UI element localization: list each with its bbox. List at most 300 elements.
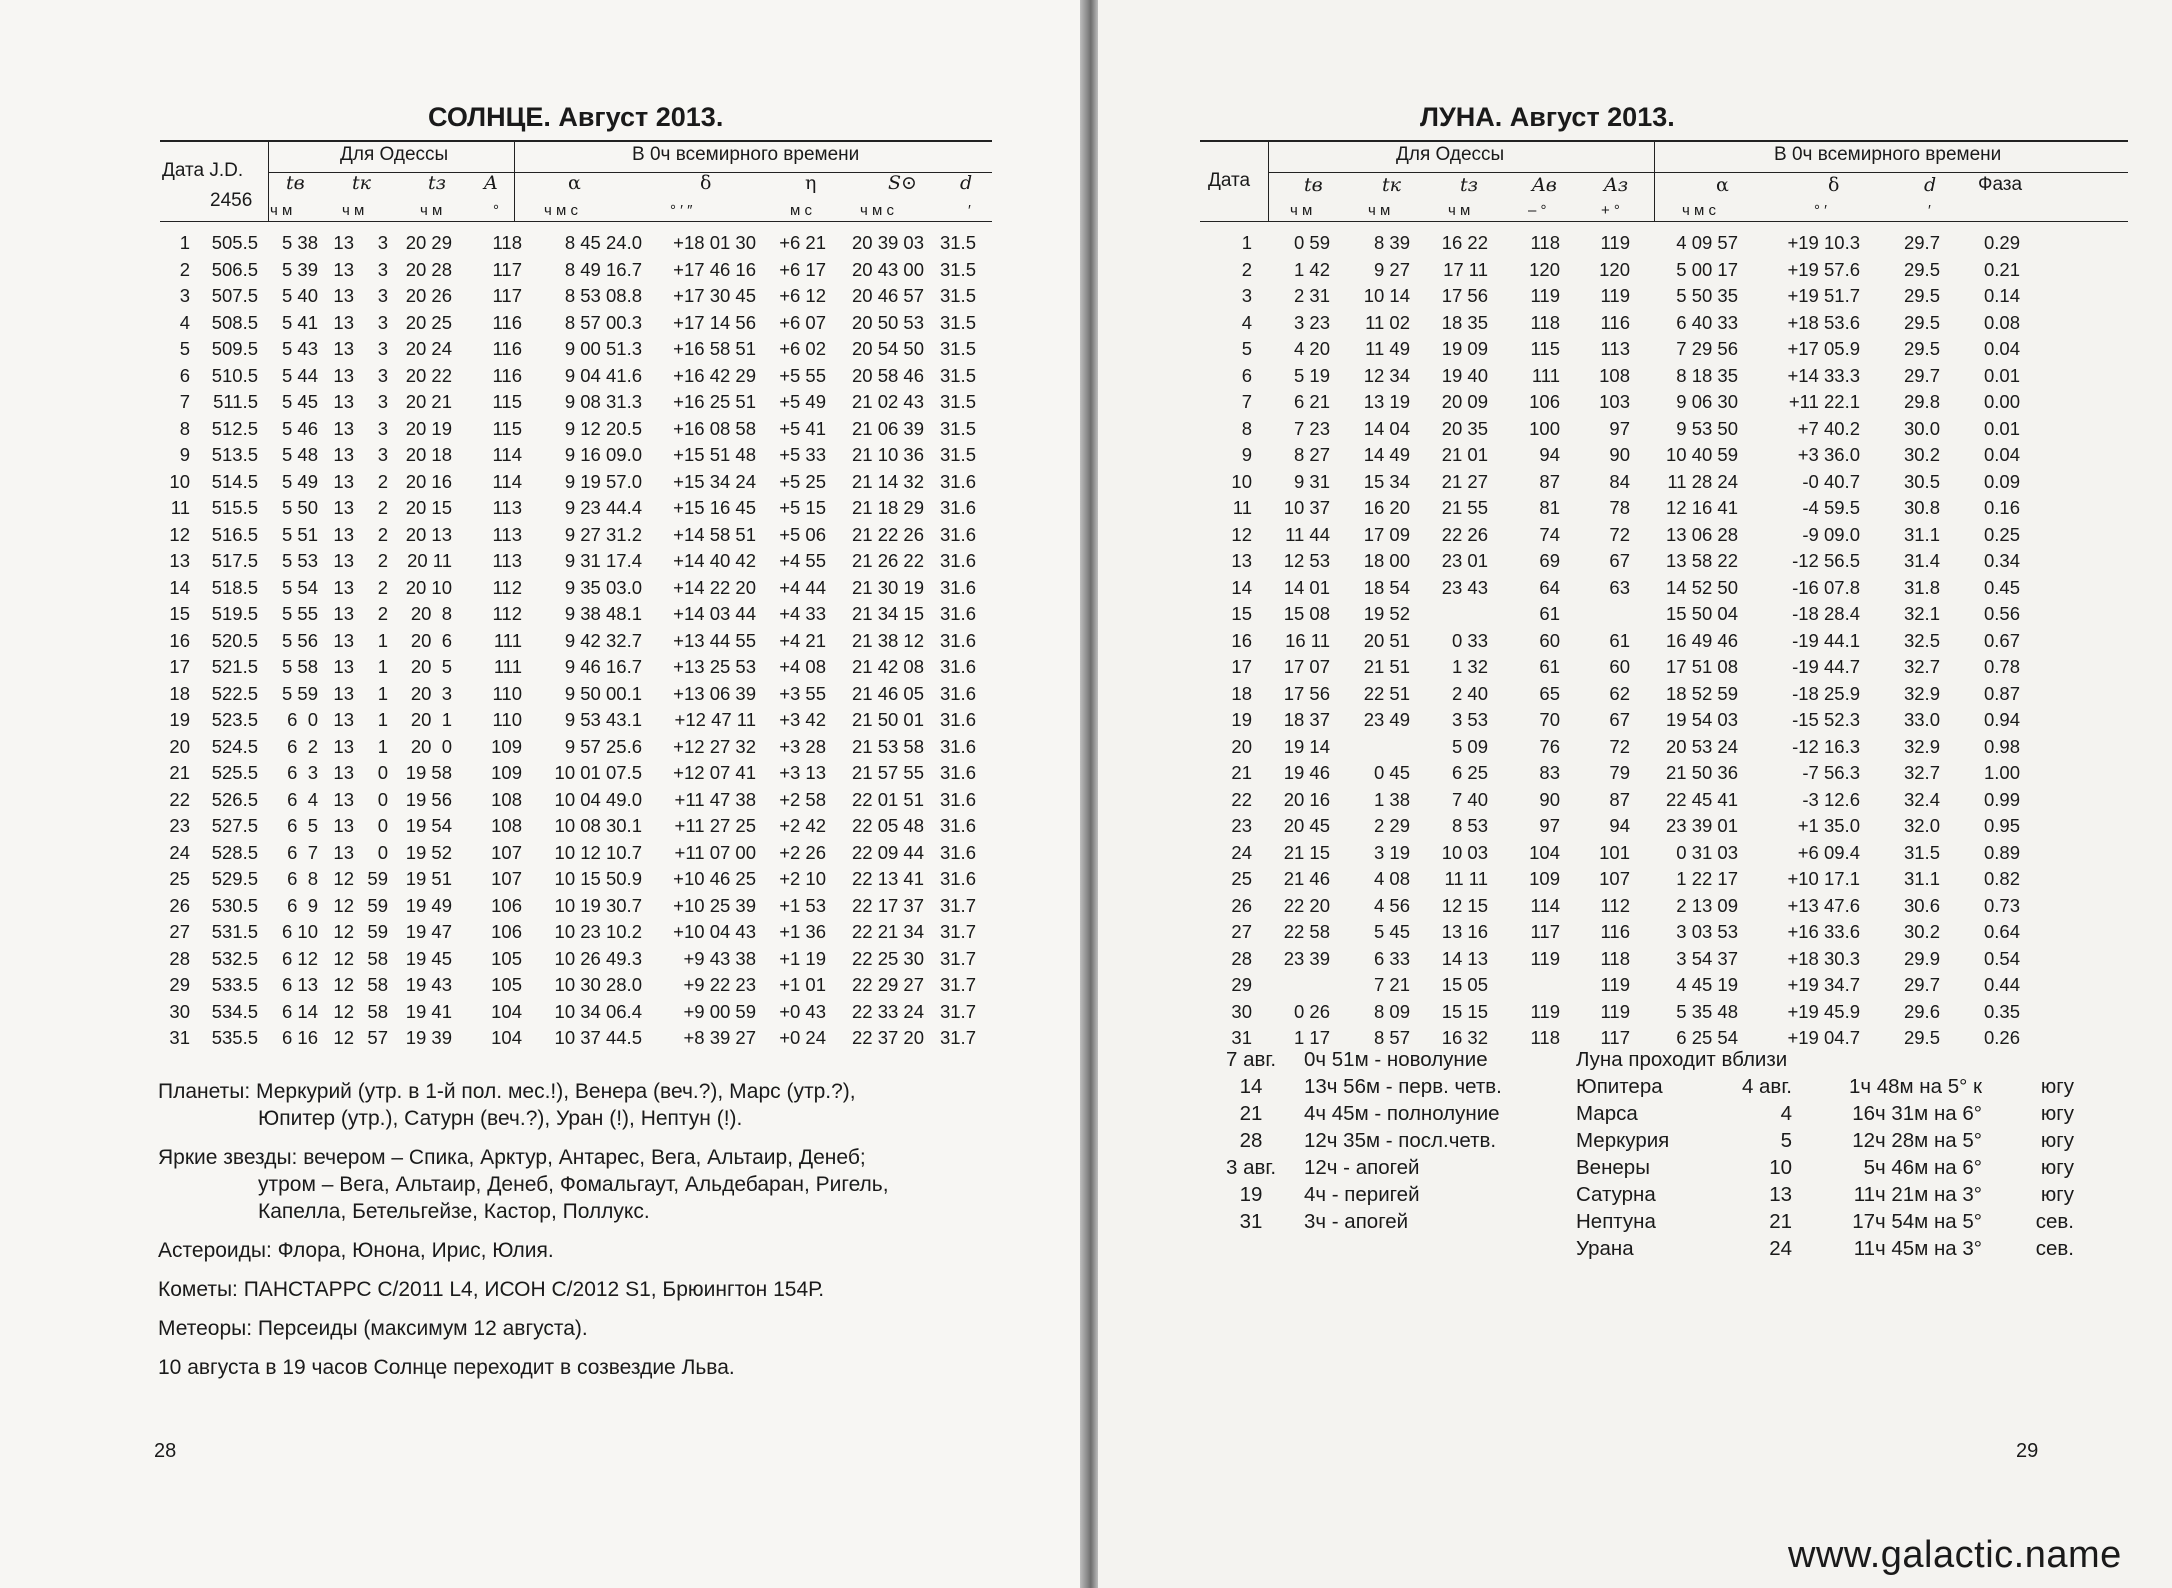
moon-row-cell: 112 — [1600, 894, 1630, 916]
sun-row-cell: +1 01 — [779, 974, 826, 995]
moon-row-cell: 19 40 — [1441, 364, 1488, 386]
unit-tk: ч м — [342, 202, 365, 219]
moon-event-cell: 3 авг. — [1225, 1156, 1277, 1179]
sun-row-cell: +10 25 39 — [673, 894, 756, 916]
sun-row-cell: 512.5 — [211, 417, 258, 439]
sun-row-cell: 10 19 30.7 — [554, 894, 642, 916]
site-watermark: www.galactic.name — [1788, 1534, 2122, 1576]
sun-row-cell: 20 0 — [410, 735, 452, 757]
sun-table — [164, 230, 976, 1052]
moon-row — [1202, 310, 2020, 337]
moon-row-cell: +19 04.7 — [1787, 1027, 1860, 1048]
moon-row-cell: +19 51.7 — [1787, 285, 1860, 306]
moon-row-cell: 7 — [1241, 391, 1252, 412]
moon-row-cell: 22 26 — [1441, 523, 1488, 545]
sun-row-cell: +1 36 — [779, 921, 826, 942]
moon-row-cell: 21 46 — [1283, 868, 1330, 889]
sun-row — [164, 469, 976, 496]
sun-row — [164, 813, 976, 840]
sun-row-cell: 110 — [492, 709, 522, 730]
col-tz: tз — [1460, 174, 1478, 196]
sun-row-cell: +11 07 00 — [674, 841, 756, 863]
sun-row-cell: 21 42 08 — [851, 656, 924, 677]
sun-row-cell: +9 00 59 — [683, 1000, 756, 1022]
unit-tv: ч м — [1290, 202, 1313, 219]
sun-row-cell: 8 53 08.8 — [564, 285, 642, 306]
sun-row-cell: 108 — [491, 815, 522, 836]
sun-row-cell: 19 49 — [405, 894, 452, 916]
sun-row — [164, 442, 976, 469]
sun-row-cell: 5 39 — [281, 258, 318, 280]
sun-row-cell: 9 53 43.1 — [564, 709, 642, 730]
moon-near-cell: Нептуна — [1576, 1210, 1656, 1233]
moon-near-cell: 11ч 21м на 3° — [1853, 1183, 1982, 1206]
moon-row — [1202, 230, 2020, 257]
moon-event-cell: 4ч 45м - полнолуние — [1304, 1102, 1500, 1125]
sun-row-cell: 6 7 — [287, 841, 318, 863]
moon-row-cell: 31.8 — [1903, 576, 1940, 598]
sun-row-cell: 31.6 — [939, 497, 976, 518]
sun-row-cell: +15 16 45 — [673, 497, 756, 518]
near-title: Луна проходит вблизи — [1576, 1048, 1788, 1071]
sun-row — [164, 416, 976, 443]
sun-row-cell: 21 30 19 — [851, 576, 924, 598]
header-date-jd: Дата J.D. — [162, 160, 244, 181]
comets-line: Кометы: ПАНСТАРРС С/2011 L4, ИСОН С/2012 S1, Брюингтон 154Р. — [158, 1278, 825, 1301]
meteors-line: Метеоры: Персеиды (максимум 12 августа). — [158, 1317, 588, 1340]
sun-row-cell: 2 — [377, 550, 388, 571]
moon-row-cell: 7 40 — [1451, 788, 1488, 810]
planets-line-1: Меркурий (утр. в 1-й пол. мес.!), Венера (веч.?), Марс (утр.?), — [256, 1080, 856, 1103]
moon-row — [1202, 469, 2020, 496]
moon-events-table — [1208, 1046, 1550, 1235]
moon-row-cell — [1252, 972, 1330, 999]
sun-row-cell: 31.7 — [939, 1027, 976, 1048]
sun-row-cell: 59 — [367, 921, 388, 942]
sun-row-cell: 15 — [169, 603, 190, 624]
moon-row-cell: 18 52 59 — [1665, 682, 1738, 704]
moon-row-cell: 119 — [1600, 232, 1630, 253]
sun-row-cell: 20 — [169, 735, 190, 757]
stars-line-3: Капелла, Бетельгейзе, Кастор, Поллукс. — [258, 1200, 650, 1223]
sun-row-cell: 22 17 37 — [851, 894, 924, 916]
sun-row-cell: 9 42 32.7 — [564, 629, 642, 651]
moon-row-cell: 32.1 — [1903, 603, 1940, 624]
sun-row-cell: 518.5 — [211, 576, 258, 598]
sun-row-cell: 2 — [377, 576, 388, 598]
moon-row-cell: -19 44.7 — [1792, 656, 1860, 677]
sun-row-cell: 3 — [377, 232, 388, 253]
moon-row-cell: 23 43 — [1441, 576, 1488, 598]
unit-d: ′ — [968, 202, 971, 219]
sun-row-cell: 22 01 51 — [851, 788, 924, 810]
sun-row-cell: 31.5 — [939, 391, 976, 412]
unit-az: + ° — [1601, 202, 1620, 219]
sun-row-cell: 112 — [492, 603, 522, 624]
sun-row-cell: 511.5 — [213, 391, 258, 412]
sun-row-cell: 21 14 32 — [851, 470, 924, 492]
sun-row — [164, 575, 976, 602]
moon-row-cell: 83 — [1539, 762, 1560, 783]
page-number-right: 29 — [2016, 1440, 2039, 1462]
sun-row-cell: +14 22 20 — [673, 576, 756, 598]
sun-row-cell: 2 — [377, 497, 388, 518]
sun-row-cell: 22 37 20 — [851, 1027, 924, 1048]
moon-row — [1202, 866, 2020, 893]
moon-event-cell: 4ч - перигей — [1304, 1183, 1420, 1206]
sun-row-cell: 13 — [333, 258, 354, 280]
moon-row-cell: 119 — [1530, 947, 1560, 969]
moon-row-cell: 0 31 03 — [1676, 841, 1738, 863]
moon-row-cell: 0.78 — [1983, 656, 2020, 677]
moon-row-cell: 15 34 — [1363, 470, 1410, 492]
moon-row-cell: 0.73 — [1983, 894, 2020, 916]
sun-row-cell: 16 — [169, 629, 190, 651]
moon-row-cell: 72 — [1609, 735, 1630, 757]
sun-row-cell: 20 54 50 — [851, 338, 924, 359]
moon-row-cell: 0.25 — [1983, 523, 2020, 545]
sun-row-cell: 5 38 — [281, 232, 318, 253]
moon-row-cell: 16 — [1231, 629, 1252, 651]
moon-row-cell: 10 14 — [1363, 285, 1410, 306]
moon-row-cell: 116 — [1600, 311, 1630, 333]
sun-row-cell: 20 13 — [405, 523, 452, 545]
sun-row-cell: 116 — [492, 338, 522, 359]
moon-row-cell: 17 07 — [1283, 656, 1330, 677]
moon-row-cell: 11 — [1232, 497, 1252, 518]
moon-row-cell: 61 — [1609, 629, 1630, 651]
sun-row-cell: 6 0 — [287, 709, 318, 730]
sun-row-cell: 19 54 — [405, 815, 452, 836]
moon-event-cell: 21 — [1239, 1102, 1263, 1125]
sun-row-cell: 13 — [333, 841, 354, 863]
sun-row-cell: 12 — [333, 921, 354, 942]
moon-row — [1202, 575, 2020, 602]
sun-row-cell: 9 04 41.6 — [564, 364, 642, 386]
col-av: Aв — [1532, 174, 1557, 196]
sun-row-cell: +13 44 55 — [673, 629, 756, 651]
col-azimuth: A — [484, 172, 498, 194]
sun-row-cell: +17 14 56 — [673, 311, 756, 333]
moon-row-cell: 21 15 — [1283, 841, 1330, 863]
moon-row-cell: 21 27 — [1441, 470, 1488, 492]
moon-row-cell: 29 — [1231, 974, 1252, 995]
sun-row-cell: 31.5 — [939, 364, 976, 386]
sun-row-cell: +1 53 — [779, 894, 826, 916]
moon-near-cell: Венеры — [1576, 1156, 1650, 1179]
unit-tz: ч м — [420, 202, 443, 219]
moon-row-cell: 10 40 59 — [1665, 444, 1738, 465]
moon-row-cell: 0.45 — [1983, 576, 2020, 598]
sun-row-cell: 533.5 — [211, 974, 258, 995]
moon-row-cell: 20 45 — [1283, 815, 1330, 836]
sun-row-cell: 9 12 20.5 — [564, 417, 642, 439]
moon-row-cell: 11 11 — [1444, 868, 1488, 889]
moon-near-cell: 13 — [1769, 1183, 1792, 1206]
sun-row-cell: 5 55 — [281, 603, 318, 624]
moon-row-cell: 29.6 — [1903, 1000, 1940, 1022]
moon-row-cell: 109 — [1529, 868, 1560, 889]
sun-row-cell: 510.5 — [211, 364, 258, 386]
moon-row-cell: 30.0 — [1903, 417, 1940, 439]
moon-row-cell: 28 — [1231, 947, 1252, 969]
moon-row-cell: 16 11 — [1285, 629, 1330, 651]
sun-row-cell: 31.5 — [939, 444, 976, 465]
moon-row-cell: 21 — [1231, 762, 1252, 783]
sun-row-cell: 8 49 16.7 — [564, 258, 642, 280]
moon-near — [1576, 1073, 2074, 1100]
sun-row-cell: +10 04 43 — [673, 921, 756, 942]
moon-near-cell: югу — [2040, 1102, 2074, 1125]
moon-row-cell: 63 — [1609, 576, 1630, 598]
moon-row-cell: 29.8 — [1903, 391, 1940, 412]
sun-row-cell: 31.6 — [939, 841, 976, 863]
sun-row-cell: +2 58 — [779, 788, 826, 810]
moon-row-cell: -9 09.0 — [1802, 523, 1860, 545]
sun-row-cell: 520.5 — [211, 629, 258, 651]
moon-row-cell: 22 45 41 — [1665, 788, 1738, 810]
moon-row — [1202, 416, 2020, 443]
moon-row — [1202, 363, 2020, 390]
moon-row-cell: 0 33 — [1451, 629, 1488, 651]
moon-row-cell: 22 — [1231, 788, 1252, 810]
sun-row-cell: 21 53 58 — [851, 735, 924, 757]
moon-row-cell: 12 53 — [1283, 550, 1330, 571]
sun-row-cell: 13 — [333, 285, 354, 306]
moon-row-cell: +16 33.6 — [1787, 921, 1860, 942]
moon-row-cell: 8 39 — [1373, 232, 1410, 253]
sun-row-cell: 22 13 41 — [851, 868, 924, 889]
sun-row-cell: +5 33 — [779, 444, 826, 465]
moon-near — [1576, 1127, 2074, 1154]
sun-row-cell: 31.5 — [939, 311, 976, 333]
sun-row-cell: 17 — [169, 656, 190, 677]
sun-row-cell: +11 27 25 — [674, 815, 756, 836]
sun-row-cell: 31.7 — [939, 921, 976, 942]
unit-eta: м с — [790, 202, 812, 219]
sun-row-cell: +16 42 29 — [673, 364, 756, 386]
moon-row-cell: 9 27 — [1373, 258, 1410, 280]
sun-row-cell: 12 — [169, 523, 190, 545]
moon-event — [1208, 1208, 1550, 1235]
col-tv: tв — [286, 172, 305, 194]
moon-row-cell: 2 40 — [1451, 682, 1488, 704]
sun-row-cell: 6 3 — [287, 762, 318, 783]
sun-row — [164, 919, 976, 946]
sun-row-cell: 117 — [492, 285, 522, 306]
sun-row-cell: 19 51 — [405, 868, 452, 889]
sun-row-cell: +4 21 — [779, 629, 826, 651]
moon-row-cell: 5 45 — [1373, 921, 1410, 942]
sun-row-cell: 2 — [179, 258, 190, 280]
moon-event-cell: 19 — [1239, 1183, 1263, 1206]
sun-row-cell: 20 15 — [405, 497, 452, 518]
sun-row-cell: +3 13 — [779, 762, 826, 783]
moon-near — [1576, 1181, 2074, 1208]
sun-row-cell: +18 01 30 — [673, 232, 756, 253]
sun-row-cell: 7 — [179, 391, 190, 412]
sun-row — [164, 628, 976, 655]
moon-row — [1202, 813, 2020, 840]
sun-row-cell: 21 06 39 — [851, 417, 924, 439]
moon-row-cell: 17 56 — [1441, 285, 1488, 306]
sun-row-cell: 5 45 — [281, 391, 318, 412]
sun-row-cell: 517.5 — [211, 550, 258, 571]
sun-row-cell: 3 — [377, 285, 388, 306]
sun-row-cell: 106 — [491, 894, 522, 916]
sun-row-cell: 12 — [333, 868, 354, 889]
sun-row-cell: 0 — [377, 815, 388, 836]
sun-row-cell: 113 — [492, 550, 522, 571]
sun-row-cell: 519.5 — [211, 603, 258, 624]
sun-row-cell: 14 — [169, 576, 190, 598]
sun-row-cell: 25 — [169, 868, 190, 889]
sun-row-cell: +3 55 — [779, 682, 826, 704]
moon-row-cell: 17 56 — [1283, 682, 1330, 704]
sun-row-cell: 111 — [493, 656, 522, 677]
moon-row-cell: 18 — [1231, 682, 1252, 704]
moon-row-cell: 32.9 — [1903, 682, 1940, 704]
sun-row-cell: +12 07 41 — [673, 762, 756, 783]
sun-row — [164, 654, 976, 681]
asteroids-line: Астероиды: Флора, Юнона, Ирис, Юлия. — [158, 1239, 554, 1262]
moon-row-cell: 16 20 — [1363, 497, 1410, 518]
sun-row-cell: 10 34 06.4 — [554, 1000, 642, 1022]
sun-row-cell: 118 — [492, 232, 522, 253]
sun-row-cell: 105 — [491, 974, 522, 995]
sun-row-cell: 6 9 — [287, 894, 318, 916]
sun-row-cell: 5 43 — [281, 338, 318, 359]
sun-row-cell: 31.7 — [939, 1000, 976, 1022]
sun-row-cell: 10 30 28.0 — [554, 974, 642, 995]
moon-row-cell: -19 44.1 — [1792, 629, 1860, 651]
moon-row-cell: 0.89 — [1983, 841, 2020, 863]
moon-row-cell: 0.35 — [1983, 1000, 2020, 1022]
sun-row-cell: +15 51 48 — [673, 444, 756, 465]
moon-row-cell: 3 19 — [1373, 841, 1410, 863]
sun-row-cell: 12 — [333, 974, 354, 995]
moon-row-cell: 8 53 — [1451, 815, 1488, 836]
moon-row-cell: 12 34 — [1363, 364, 1410, 386]
moon-near-cell: югу — [2040, 1129, 2074, 1152]
sun-row-cell: 22 25 30 — [851, 947, 924, 969]
moon-row-cell: +19 45.9 — [1787, 1000, 1860, 1022]
moon-row-cell: 120 — [1599, 258, 1630, 280]
moon-row-cell: 1 42 — [1293, 258, 1330, 280]
sun-row-cell: 13 — [333, 735, 354, 757]
sun-row-cell: 19 58 — [405, 762, 452, 783]
sun-row-cell: 13 — [333, 815, 354, 836]
sun-row-cell: 6 12 — [281, 947, 318, 969]
moon-row-cell: -3 12.6 — [1802, 788, 1860, 810]
moon-row-cell: 32.4 — [1903, 788, 1940, 810]
moon-event-cell: 28 — [1239, 1129, 1263, 1152]
moon-row-cell: 87 — [1609, 788, 1630, 810]
moon-row-cell: -15 52.3 — [1792, 709, 1860, 730]
moon-row-cell: 24 — [1231, 841, 1252, 863]
moon-near-cell: 17ч 54м на 5° — [1852, 1210, 1982, 1233]
sun-row-cell: 20 43 00 — [851, 258, 924, 280]
sun-row-cell: 5 51 — [281, 523, 318, 545]
moon-row-cell: 84 — [1609, 470, 1630, 492]
sun-row-cell: 12 — [333, 1027, 354, 1048]
sun-row-cell: 13 — [333, 391, 354, 412]
sun-row-cell: 6 — [179, 364, 190, 386]
moon-row-cell: 29.5 — [1903, 311, 1940, 333]
moon-row — [1202, 628, 2020, 655]
sun-row-cell: 20 39 03 — [851, 232, 924, 253]
moon-row-cell: 11 49 — [1365, 338, 1410, 359]
unit-tz: ч м — [1448, 202, 1471, 219]
sun-row-cell: 9 19 57.0 — [564, 470, 642, 492]
moon-row-cell: 116 — [1600, 921, 1630, 942]
moon-event — [1208, 1127, 1550, 1154]
sun-row-cell: 20 21 — [405, 391, 452, 412]
moon-row-cell: 70 — [1539, 709, 1560, 730]
moon-row-cell: 1 22 17 — [1676, 868, 1738, 889]
col-az: Aз — [1604, 174, 1629, 196]
sun-row-cell: 5 41 — [281, 311, 318, 333]
moon-near — [1576, 1208, 2074, 1235]
moon-row-cell: 60 — [1609, 656, 1630, 677]
moon-event-cell: 12ч - апогей — [1304, 1156, 1420, 1179]
sun-row-cell: 527.5 — [211, 815, 258, 836]
sun-row-cell: 1 — [377, 629, 388, 651]
moon-row-cell: 31 — [1231, 1027, 1252, 1048]
sun-row-cell: +0 24 — [779, 1027, 826, 1048]
sun-row-cell: 6 13 — [281, 974, 318, 995]
moon-row — [1202, 681, 2020, 708]
moon-row-cell: 117 — [1600, 1027, 1630, 1048]
moon-row — [1202, 734, 2020, 761]
sun-row-cell: 2 — [377, 470, 388, 492]
sun-row-cell: 4 — [179, 311, 190, 333]
moon-row-cell: +18 30.3 — [1787, 947, 1860, 969]
unit-av: – ° — [1528, 202, 1547, 219]
sun-row — [164, 495, 976, 522]
moon-row-cell: 0.87 — [1983, 682, 2020, 704]
moon-row-cell: 20 53 24 — [1665, 735, 1738, 757]
moon-row-cell: 4 09 57 — [1676, 232, 1738, 253]
moon-row-cell: 107 — [1599, 868, 1630, 889]
sun-row-cell: 19 43 — [405, 974, 452, 995]
sun-row-cell: 13 — [333, 232, 354, 253]
moon-row-cell: +10 17.1 — [1787, 868, 1860, 889]
moon-row-cell: 104 — [1529, 841, 1560, 863]
sun-row-cell: 31.5 — [939, 258, 976, 280]
moon-row-cell: 119 — [1530, 285, 1560, 306]
moon-row-cell: 11 44 — [1285, 523, 1330, 545]
sun-row-cell: 27 — [169, 921, 190, 942]
sun-row-cell: 529.5 — [211, 868, 258, 889]
moon-row-cell: 118 — [1530, 1027, 1560, 1048]
moon-row-cell: -12 56.5 — [1792, 550, 1860, 571]
sun-row — [164, 866, 976, 893]
sun-row-cell: 111 — [493, 629, 522, 651]
sun-row-cell: 20 26 — [405, 285, 452, 306]
moon-near-cell: 5 — [1780, 1129, 1792, 1152]
sun-row-cell: +5 41 — [779, 417, 826, 439]
moon-row-cell: 0.82 — [1983, 868, 2020, 889]
sun-row-cell: 13 — [333, 576, 354, 598]
sun-row-cell: +0 43 — [779, 1000, 826, 1022]
moon-row — [1202, 999, 2020, 1026]
moon-row-cell: 78 — [1609, 497, 1630, 518]
moon-row-cell: 33.0 — [1903, 709, 1940, 730]
sun-row-cell: 530.5 — [211, 894, 258, 916]
moon-row-cell: 30.8 — [1903, 497, 1940, 518]
moon-row-cell: 15 08 — [1283, 603, 1330, 624]
